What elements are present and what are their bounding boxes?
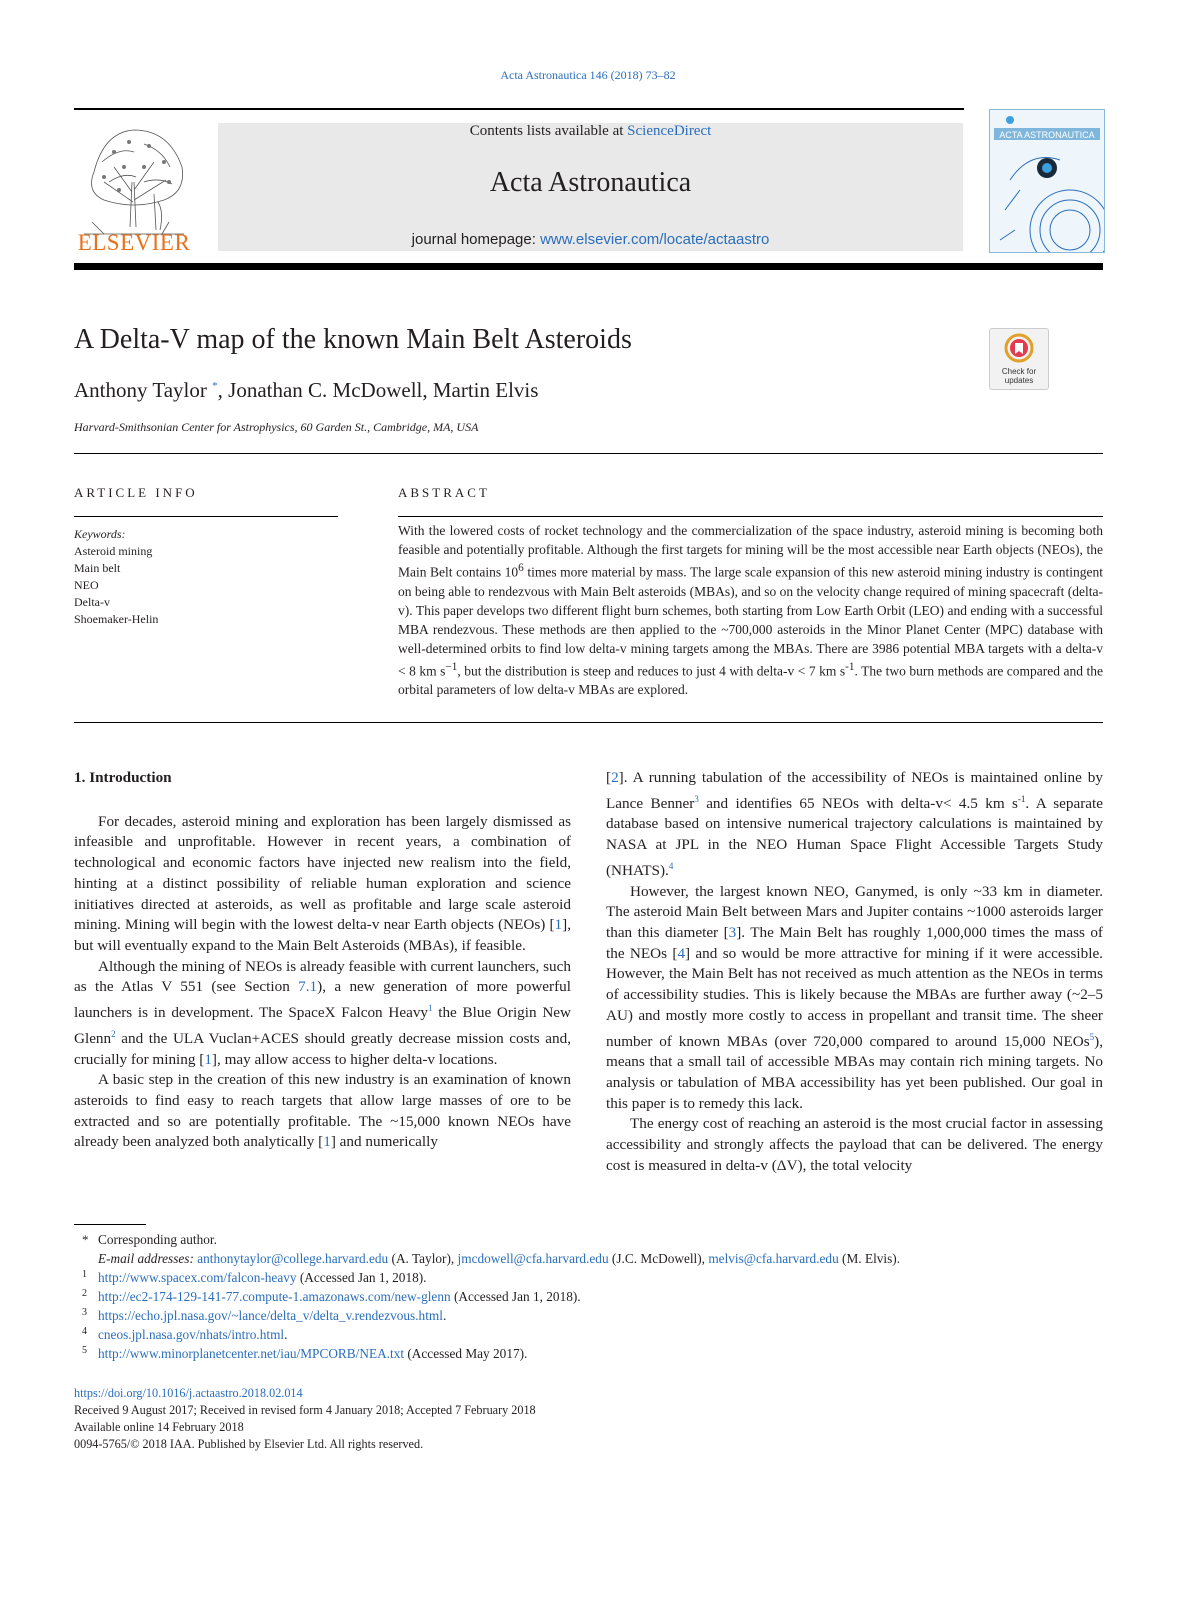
keyword: Main belt: [74, 561, 121, 575]
email-link[interactable]: jmcdowell@cfa.harvard.edu: [457, 1251, 609, 1266]
footnote-item: 2 http://ec2-174-129-141-77.compute-1.amazonaws.com/new-glenn (Accessed Jan 1, 2018).: [82, 1288, 581, 1304]
doi-link[interactable]: https://doi.org/10.1016/j.actaastro.2018.02.014: [74, 1386, 303, 1400]
paragraph: [2]. A running tabulation of the accessibility of NEOs is maintained online by Lance Benner$^3$ and identifies 65 NEOs with delta-v< 4.5 km $s^{-1}$. A separate database based on intensive numerical trajectory calculations is maintained by NASA at JPL in the NEO Human Space Flight Accessible Targets Study (NHATS).$^4$: [606, 769, 1103, 879]
citation-link[interactable]: 3: [728, 924, 737, 942]
keyword: Delta-v: [74, 595, 110, 609]
keywords-block: [74, 526, 158, 628]
available-online: Available online 14 February 2018: [74, 1420, 244, 1434]
journal-reference[interactable]: Acta Astronautica 146 (2018) 73–82: [500, 68, 676, 82]
sciencedirect-link[interactable]: ScienceDirect: [627, 123, 712, 139]
footnote-item: 4 cneos.jpl.nasa.gov/nhats/intro.html.: [82, 1326, 288, 1342]
footnote-url[interactable]: http://www.spacex.com/falcon-heavy: [98, 1270, 297, 1285]
citation-link[interactable]: 1: [323, 1133, 331, 1151]
article-metadata: [74, 1385, 536, 1453]
footnote-url[interactable]: http://ec2-174-129-141-77.compute-1.amazonaws.com/new-glenn: [98, 1289, 451, 1304]
cover-title: ACTA ASTRONAUTICA: [999, 130, 1095, 140]
abstract-text: With the lowered costs of rocket technology and the commercialization of the space industry, asteroid mining is becoming both feasible and potentially profitable. Although the first targets for mining will be the most accessible near Earth objects (NEOs), the Main Belt contains $10^6$ times more material by mass. The large scale expansion of this new asteroid mining industry is contingent on being able to rendezvous with Main Belt asteroids (MBAs), and so on the velocity change required of mining spacecraft (delta-v). This paper develops two different flight burn schemes, both starting from Low Earth Orbit (LEO) and ending with a successful MBA rendezvous. These methods are then applied to the ~700,000 asteroids in the Minor Planet Center (MPC) database with well-determined orbits to find low delta-v mining targets among the MBAs. There are 3986 potential MBA targets with a delta-v < 8 km $s^{-1}$, but the distribution is steep and reduces to just 4 with delta-v < 7 km $s^{-1}$. The two burn methods are compared and the orbital parameters of low delta-v MBAs are explored.: [398, 523, 1103, 697]
footnote-corresponding: * Corresponding author.: [82, 1232, 217, 1247]
footnote-link[interactable]: 2: [111, 1028, 116, 1039]
journal-cover-thumbnail[interactable]: [989, 109, 1105, 253]
citation-link[interactable]: 1: [554, 916, 563, 934]
footnote-link[interactable]: 4: [668, 860, 674, 871]
keyword: Shoemaker-Helin: [74, 612, 159, 626]
article-info-rule: [74, 516, 338, 517]
body-left-column: [74, 768, 571, 1153]
elsevier-wordmark[interactable]: ELSEVIER: [77, 230, 191, 255]
homepage-link[interactable]: www.elsevier.com/locate/actaastro: [540, 231, 770, 248]
affiliation: Harvard-Smithsonian Center for Astrophysics, 60 Garden St., Cambridge, MA, USA: [74, 420, 479, 434]
citation-link[interactable]: 4: [677, 944, 686, 962]
paragraph: A basic step in the creation of this new industry is an examination of known asteroids to find easy to reach targets that allow large masses of ore to be extracted and so are potentially profitable. The ~15,000 known NEOs have already been analyzed both analytically [1] and numerically: [74, 1071, 571, 1151]
footnote-link[interactable]: 3: [694, 793, 699, 804]
section-link[interactable]: 7.1: [298, 978, 318, 996]
author-list: [74, 378, 538, 403]
journal-title: Acta Astronautica: [489, 167, 692, 198]
paragraph: However, the largest known NEO, Ganymed, is only ~33 km in diameter. The asteroid Main Belt between Mars and Jupiter contains ~1000 asteroids larger than this diameter [3]. The Main Belt has roughly 1,000,000 times the mass of the NEOs [4] and so would be more attractive for mining if it were accessible. However, the Main Belt has not received as much attention as the NEOs in terms of accessibility studies. This is likely because the MBAs are further away (~2–5 AU) and mostly more costly to access in propellant and transit time. The sheer number of known MBAs (over 720,000 compared to around 15,000 NEOs$^5$), means that a small tail of accessible MBAs may contain rich mining targets. No analysis or tabulation of MBA accessibility has yet been published. Our goal in this paper is to remedy this lack.: [606, 882, 1103, 1112]
header-top-rule: [74, 108, 964, 110]
footnote-item: 5 http://www.minorplanetcenter.net/iau/MPCORB/NEA.txt (Accessed May 2017).: [82, 1345, 528, 1361]
citation-link[interactable]: 2: [611, 769, 619, 786]
author-taylor[interactable]: Anthony Taylor: [74, 378, 207, 402]
article-info-heading: ARTICLE INFO: [74, 485, 198, 500]
abstract-heading: ABSTRACT: [398, 485, 490, 500]
paragraph: For decades, asteroid mining and exploration has been largely dismissed as infeasible and unprofitable. However in recent years, a combination of technological and economic factors have injected new realism into the field, hinting at a distinct possibility of reliable human exploration and science initiatives directed at asteroids, as well as profitable and large scale asteroid mining. Mining will begin with the lowest delta-v near Earth objects (NEOs) [1], but will eventually expand to the Main Belt Asteroids (MBAs), if feasible.: [74, 812, 571, 954]
footnote-link[interactable]: 1: [428, 1003, 433, 1014]
email-link[interactable]: anthonytaylor@college.harvard.edu: [197, 1251, 389, 1266]
abstract-rule: [398, 516, 1103, 517]
cover-artwork: [990, 110, 1104, 252]
footnote-link[interactable]: 5: [1089, 1031, 1095, 1042]
footnotes: [74, 1230, 1103, 1363]
footnote-url[interactable]: https://echo.jpl.nasa.gov/~lance/delta_v/delta_v.rendezvous.html: [98, 1308, 443, 1323]
keyword: Asteroid mining: [74, 544, 153, 558]
received-dates: Received 9 August 2017; Received in revised form 4 January 2018; Accepted 7 February 2018: [74, 1403, 536, 1417]
other-authors: , Jonathan C. McDowell, Martin Elvis: [217, 378, 539, 402]
check-updates-icon: [1004, 333, 1034, 363]
article-title: A Delta-V map of the known Main Belt Asteroids: [74, 324, 632, 355]
journal-homepage: journal homepage: www.elsevier.com/locate/actaastro: [411, 231, 770, 248]
footnote-url[interactable]: http://www.minorplanetcenter.net/iau/MPCORB/NEA.txt: [98, 1346, 405, 1361]
section-heading-introduction: 1. Introduction: [74, 769, 172, 786]
footnote-url[interactable]: cneos.jpl.nasa.gov/nhats/intro.html: [98, 1327, 285, 1342]
keyword: NEO: [74, 578, 99, 592]
body-right-column: [606, 768, 1103, 1177]
header-thick-rule: [74, 263, 1103, 270]
paragraph: Although the mining of NEOs is already feasible with current launchers, such as the Atlas V 551 (see Section 7.1), a new generation of more powerful launchers is in development. The SpaceX Falcon Heavy$^1$ the Blue Origin New Glenn$^2$ and the ULA Vuclan+ACES should greatly decrease mission costs and, crucially for mining [1], may allow access to higher delta-v locations.: [74, 957, 571, 1068]
footnote-emails: E-mail addresses: anthonytaylor@college.harvard.edu (A. Taylor), jmcdowell@cfa.harvard.edu (J.C. McDowell), melvis@cfa.harvard.edu (M. Elvis).: [98, 1251, 901, 1266]
paragraph: The energy cost of reaching an asteroid is the most crucial factor in assessing accessibility and strongly affects the payload that can be delivered. The energy cost is measured in delta-v (ΔV), the total velocity: [606, 1115, 1103, 1174]
footnote-item: 1 http://www.spacex.com/falcon-heavy (Accessed Jan 1, 2018).: [82, 1269, 427, 1285]
citation-link[interactable]: 1: [204, 1050, 212, 1068]
footnote-rule: [74, 1224, 146, 1225]
corresponding-author-mark[interactable]: *: [212, 380, 218, 392]
email-link[interactable]: melvis@cfa.harvard.edu: [708, 1251, 839, 1266]
journal-banner: [218, 123, 963, 251]
divider: [74, 453, 1103, 454]
check-for-updates-badge[interactable]: Check for updates: [989, 328, 1049, 390]
copyright: 0094-5765/© 2018 IAA. Published by Elsevier Ltd. All rights reserved.: [74, 1437, 424, 1451]
contents-line: Contents lists available at ScienceDirect: [469, 123, 712, 139]
divider: [74, 722, 1103, 723]
footnote-item: 3 https://echo.jpl.nasa.gov/~lance/delta_v/delta_v.rendezvous.html.: [82, 1307, 447, 1323]
keywords-label: Keywords:: [74, 527, 126, 541]
